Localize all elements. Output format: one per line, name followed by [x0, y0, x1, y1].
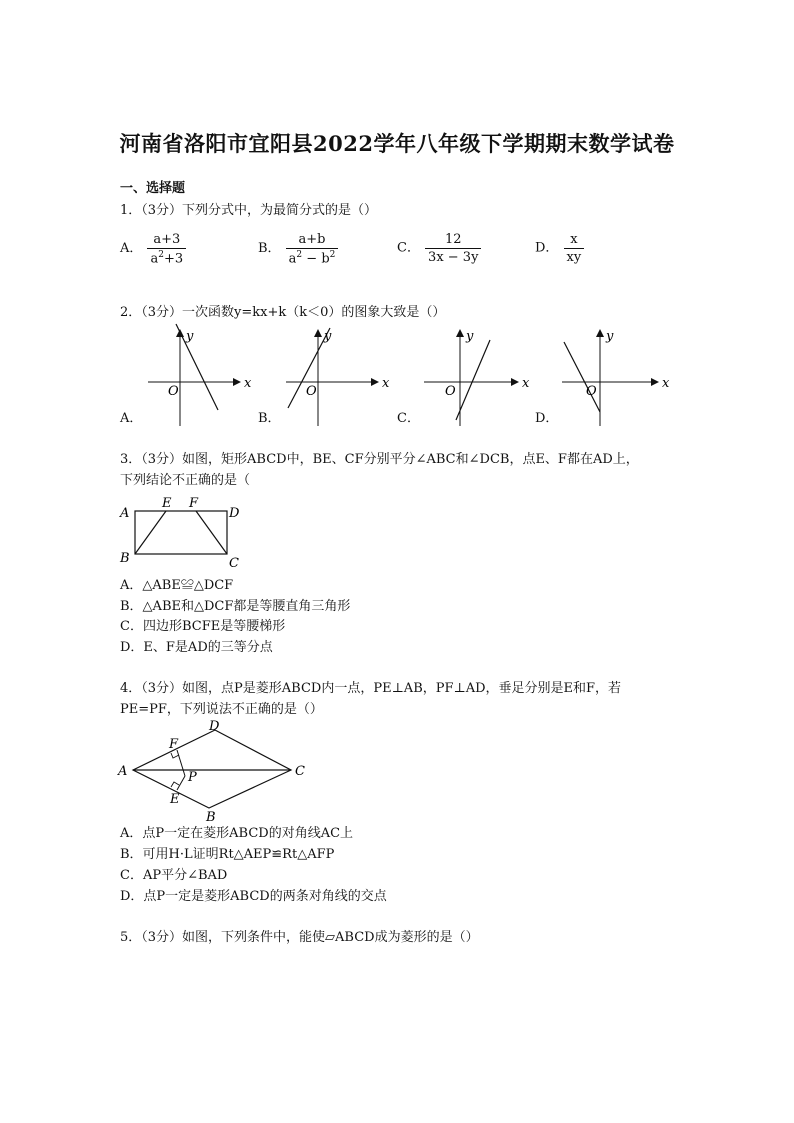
label-a: A — [118, 764, 128, 779]
label-b: B — [206, 810, 216, 824]
numerator: 12 — [425, 232, 481, 249]
q4-option-a[interactable]: A．点P一定在菱形ABCD的对角线AC上 — [120, 826, 354, 841]
label-e: E — [162, 496, 172, 511]
q2-graph-b[interactable] — [286, 328, 390, 426]
origin-label: O — [306, 384, 317, 399]
q3-option-d[interactable]: D．E、F是AD的三等分点 — [120, 640, 273, 655]
numerator: x — [564, 232, 585, 249]
q2-graph-a[interactable] — [148, 324, 252, 426]
origin-label: O — [445, 384, 456, 399]
q1-option-b-letter: B． — [258, 241, 281, 257]
q1-option-b-fraction — [286, 232, 339, 266]
q4-stem-line2: PE=PF，下列说法不正确的是（） — [120, 702, 323, 717]
q2-option-d[interactable]: D． — [535, 411, 559, 426]
numerator: a+b — [286, 232, 339, 249]
q4-option-b[interactable]: B．可用H·L证明Rt△AEP≌Rt△AFP — [120, 847, 335, 862]
section-heading: 一、选择题 — [120, 181, 186, 196]
y-axis-label: y — [186, 329, 194, 344]
q4-option-c[interactable]: C．AP平分∠BAD — [120, 868, 228, 883]
label-d: D — [209, 720, 220, 734]
label-a: A — [120, 506, 130, 521]
q2-option-b[interactable]: B． — [258, 411, 281, 426]
denominator: 3x − 3y — [428, 250, 479, 265]
denominator: $a^2 - b^2$ — [288, 250, 336, 267]
q1-option-c-fraction — [425, 232, 481, 265]
q1-option-b[interactable] — [258, 232, 338, 266]
x-axis-label: x — [382, 376, 390, 391]
q2-stem: 2．（3分）一次函数y=kx+k（k＜0）的图象大致是（） — [120, 305, 446, 320]
q3-stem-line1: 3．（3分）如图，矩形ABCD中，BE、CF分别平分∠ABC和∠DCB，点E、F都在AD上， — [120, 452, 639, 467]
y-axis-label: y — [466, 329, 474, 344]
label-c: C — [295, 764, 305, 779]
q2-option-c[interactable]: C． — [397, 411, 420, 426]
origin-label: O — [586, 384, 597, 399]
denominator: $a^2+3$ — [150, 250, 184, 267]
x-axis-label: x — [522, 376, 530, 391]
label-d: D — [229, 506, 240, 521]
y-axis-label: y — [606, 329, 614, 344]
label-b: B — [120, 551, 130, 566]
q3-option-a[interactable]: A．△ABE≌△DCF — [120, 578, 234, 593]
page-title: 河南省洛阳市宜阳县2022学年八年级下学期期末数学试卷 — [119, 131, 675, 156]
q2-graph-c[interactable] — [424, 329, 530, 426]
q2-option-a[interactable]: A． — [120, 411, 143, 426]
q2-graph-d[interactable] — [562, 329, 670, 426]
q3-option-b[interactable]: B．△ABE和△DCF都是等腰直角三角形 — [120, 599, 351, 614]
q1-option-d-letter: D． — [535, 240, 559, 256]
q3-stem-line2: 下列结论不正确的是（ — [120, 473, 251, 488]
q1-stem: 1．（3分）下列分式中，为最简分式的是（） — [120, 203, 378, 218]
label-f: F — [169, 737, 179, 752]
denominator: xy — [566, 250, 582, 265]
q4-stem-line1: 4．（3分）如图，点P是菱形ABCD内一点，PE⊥AB，PF⊥AD，垂足分别是E和F，若 — [120, 681, 622, 696]
q3-option-c[interactable]: C．四边形BCFE是等腰梯形 — [120, 619, 286, 634]
numerator: a+3 — [147, 232, 186, 249]
y-axis-label: y — [324, 329, 332, 344]
q1-option-a-letter: A． — [120, 241, 143, 257]
x-axis-label: x — [244, 376, 252, 391]
label-e: E — [170, 792, 180, 807]
q5-stem: 5．（3分）如图，下列条件中，能使▱ABCD成为菱形的是（） — [120, 930, 479, 945]
label-p: P — [188, 770, 197, 785]
q4-option-d[interactable]: D．点P一定是菱形ABCD的两条对角线的交点 — [120, 889, 387, 904]
q1-option-c[interactable] — [397, 232, 481, 265]
q3-rectangle-diagram — [115, 495, 255, 573]
q1-option-c-letter: C． — [397, 240, 420, 256]
q1-option-d[interactable] — [535, 232, 584, 265]
label-c: C — [229, 556, 239, 571]
q1-option-a-fraction — [147, 232, 186, 266]
label-f: F — [189, 496, 199, 511]
q1-option-d-fraction — [564, 232, 585, 265]
q1-option-a[interactable] — [120, 232, 186, 266]
q4-rhombus-diagram — [115, 720, 315, 824]
origin-label: O — [168, 384, 179, 399]
x-axis-label: x — [662, 376, 670, 391]
